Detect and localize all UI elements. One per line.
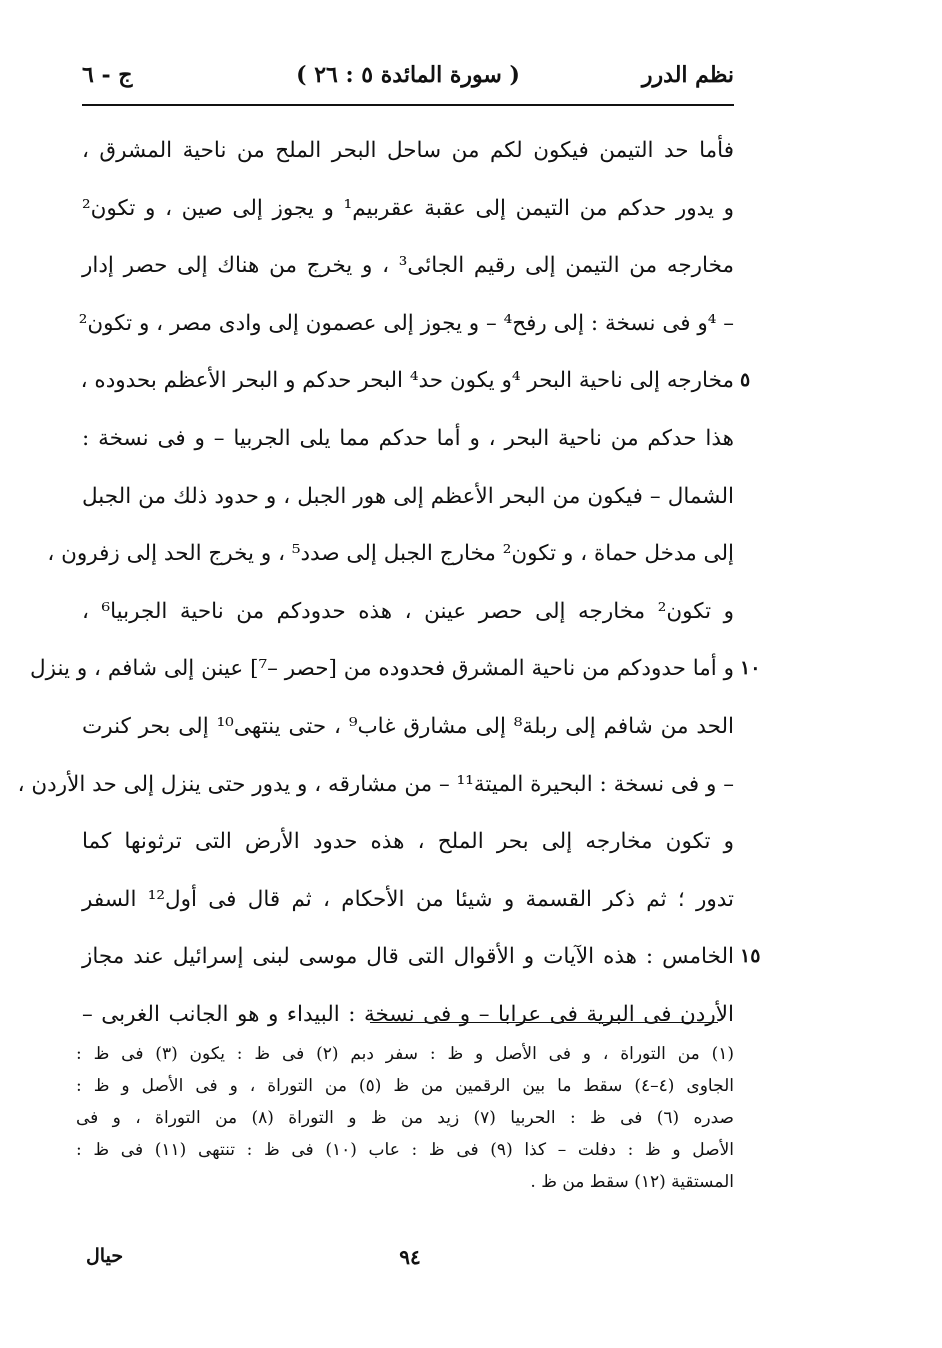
line-number: [740, 813, 780, 871]
text-line: هذا حدكم من ناحية البحر ، و أما حدكم مما يلى الجربيا – و فى نسخة :: [82, 425, 734, 451]
line-number-column: [740, 122, 780, 1044]
text-line: و يدور حدكم من التيمن إلى عقبة عقربيم¹ و يجوز إلى صين ، و تكون²: [82, 195, 734, 221]
footnote-line: (١) من التوراة ، و فى الأصل و ظ : سفر دبم (٢) فى ظ : يكون (٣) فى ظ :: [76, 1044, 735, 1064]
volume-label: ج - ٦: [82, 62, 133, 88]
line-number: ١٥: [740, 945, 761, 968]
line-number: [740, 583, 780, 641]
printer-signature: حيال: [86, 1245, 124, 1267]
footnote-line: صدره (٦) فى ظ : الحربيا (٧) زيد من ظ و التوراة (٨) من التوراة ، و فى: [76, 1108, 734, 1128]
line-number: [740, 986, 780, 1044]
text-line: إلى مدخل حماة ، و تكون² مخارج الجبل إلى صدد⁵ ، و يخرج الحد إلى زفرون ،: [47, 541, 734, 567]
text-line: الخامس : هذه الآيات و الأقوال التى قال موسى لبنى إسرائيل عند مجاز: [82, 944, 734, 970]
footnote-rule: [370, 1022, 718, 1023]
text-line: و تكون² مخارجه إلى حصر عينن ، هذه حدودكم من ناحية الجربيا⁶ ،: [82, 598, 734, 624]
text-line: تدور ؛ ثم ذكر القسمة و شيئا من الأحكام ، ثم قال فى أول¹² السفر: [82, 886, 734, 912]
page-number: ٩٤: [399, 1245, 421, 1269]
footnotes: [76, 1038, 734, 1198]
line-number: [740, 122, 780, 180]
text-line: الشمال – فيكون من البحر الأعظم إلى هور الجبل ، و حدود ذلك من الجبل: [82, 483, 734, 509]
text-line: و أما حدودكم من ناحية المشرق فحدوده من [حصر –⁷] عينن إلى شافم ، و ينزل: [30, 656, 734, 682]
footnote-line: المستقية (١٢) سقط من ظ .: [530, 1172, 734, 1192]
line-number: [740, 468, 780, 526]
text-line: الحد من شافم إلى ربلة⁸ إلى مشارق غاب⁹ ، حتى ينتهى¹⁰ إلى بحر كنرت: [82, 713, 735, 739]
text-line: الأردن فى البرية فى عرابا – و فى نسخة : البيداء و هو الجانب الغربى –: [82, 1001, 734, 1027]
line-number: [740, 871, 780, 929]
line-number: [740, 698, 780, 756]
main-text: [17, 122, 735, 1044]
line-number: ٥: [740, 369, 751, 392]
line-number: [740, 525, 780, 583]
text-line: – و فى نسخة : البحيرة الميتة¹¹ – من مشارقه ، و يدور حتى ينزل إلى حد الأردن ،: [17, 771, 734, 797]
footnote-line: الجاوى (٤–٤) سقط ما بين الرقمين من ظ (٥) من التوراة ، و فى الأصل و ظ :: [76, 1076, 734, 1096]
text-line: فأما حد التيمن فيكون لكم من ساحل البحر الملح من ناحية المشرق ،: [82, 138, 734, 163]
footnote-line: الأصل و ظ : دفلت – كذا (٩) فى ظ : عاب (١٠) فى ظ : تنتهى (١١) فى ظ :: [76, 1140, 734, 1160]
text-line: – ⁴و فى نسخة : إلى رفح⁴ – و يجوز إلى عصمون إلى وادى مصر ، و تكون²: [78, 310, 734, 336]
line-number: [740, 410, 780, 468]
text-line: مخارجه إلى ناحية البحر ⁴و يكون حد⁴ البحر حدكم و البحر الأعظم بحدوده ،: [80, 368, 734, 394]
line-number: ١٠: [740, 657, 761, 680]
text-line: و تكون مخارجه إلى بحر الملح ، هذه حدود الأرض التى ترثونها كما: [82, 829, 734, 855]
line-number: [740, 295, 780, 353]
surah-reference: ( سورة المائدة ٥ : ٢٦ ): [296, 62, 520, 88]
text-line: مخارجه من التيمن إلى رقيم الجائى³ ، و يخرج من هناك إلى حصر إدار: [82, 253, 734, 279]
line-number: [740, 180, 780, 238]
header-rule: [82, 104, 734, 106]
running-header: [82, 58, 734, 98]
book-title: نظم الدرر: [641, 62, 734, 88]
line-number: [740, 237, 780, 295]
line-number: [740, 756, 780, 814]
